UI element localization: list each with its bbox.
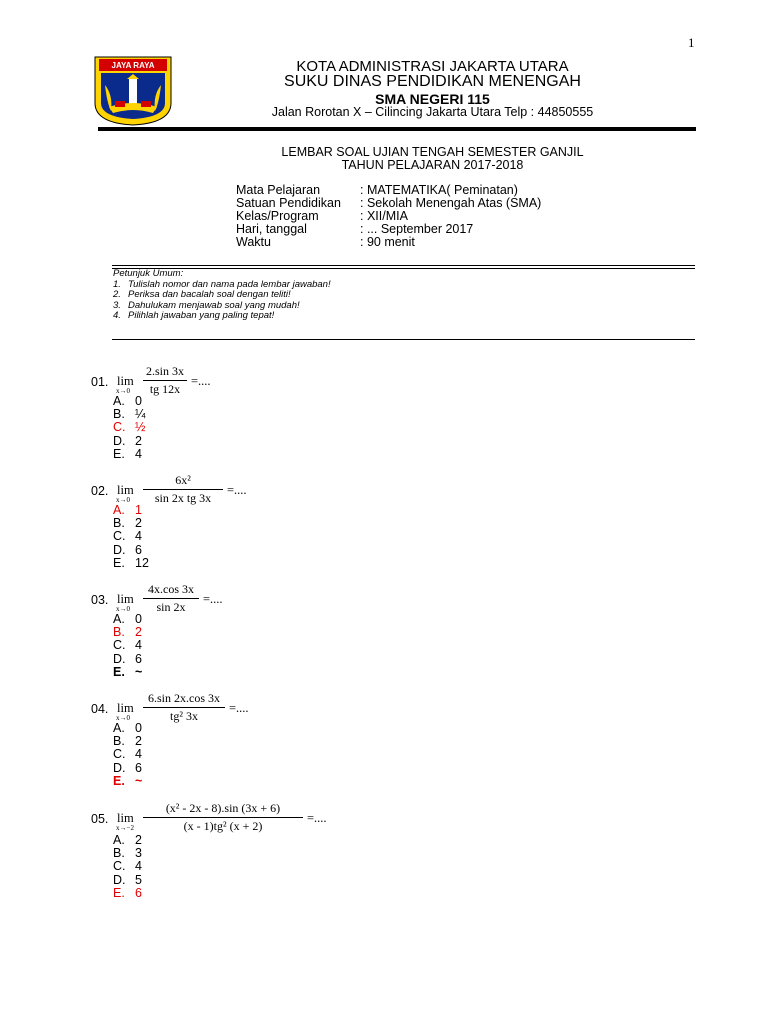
option-letter: B. [113, 625, 125, 640]
option-letter: C. [113, 638, 126, 653]
option-value: 4 [135, 747, 142, 762]
option-letter: C. [113, 529, 126, 544]
answer-option [113, 666, 142, 679]
option-letter: E. [113, 773, 125, 788]
option-value: 6 [135, 651, 142, 666]
option-letter: B. [113, 516, 125, 531]
answer-option [113, 557, 149, 570]
option-letter: A. [113, 833, 125, 847]
answer-option [113, 639, 142, 652]
question-number: 02. [91, 484, 109, 498]
option-letter: A. [113, 721, 125, 735]
instruction-text: Tulislah nomor dan nama pada lembar jawaban! [128, 278, 331, 290]
option-letter: D. [113, 872, 126, 887]
header-agency: SUKU DINAS PENDIDIKAN MENENGAH [284, 73, 581, 90]
question-number: 04. [91, 702, 109, 716]
answer-options [113, 504, 149, 570]
limit-subscript: x→0 [116, 496, 130, 504]
option-value: 0 [135, 612, 142, 626]
instruction-item [113, 290, 331, 301]
answer-option [113, 887, 142, 900]
option-value: 2 [135, 625, 142, 640]
option-letter: A. [113, 612, 125, 626]
option-value: 5 [135, 872, 142, 887]
answer-option [113, 435, 145, 448]
answer-option [113, 775, 142, 788]
header-city: KOTA ADMINISTRASI JAKARTA UTARA [296, 58, 569, 75]
answer-option [113, 421, 145, 434]
limit-symbol: lim [117, 701, 134, 715]
limit-symbol: lim [117, 811, 134, 825]
instruction-item [113, 311, 331, 322]
option-letter: B. [113, 407, 125, 422]
fraction-denominator: tg 12x [149, 382, 181, 396]
instructions-heading: Petunjuk Umum: [113, 268, 184, 279]
fraction-denominator: sin 2x tg 3x [154, 491, 212, 505]
general-instructions [113, 269, 331, 322]
info-row [236, 236, 541, 249]
question-number: 05. [91, 812, 109, 826]
exam-info [236, 184, 541, 249]
option-value: ¼ [135, 407, 146, 422]
option-letter: E. [113, 664, 125, 679]
answer-options [113, 613, 142, 679]
answer-options [113, 834, 142, 900]
limit-subscript: x→0 [116, 714, 130, 722]
equals-dots: =.... [307, 811, 327, 825]
page-number: 1 [688, 35, 695, 50]
answer-option [113, 653, 142, 666]
info-value: : MATEMATIKA( Peminatan) [360, 183, 518, 197]
fraction-denominator: (x - 1)tg² (x + 2) [183, 819, 263, 833]
question-number: 01. [91, 375, 109, 389]
info-key: Kelas/Program [236, 209, 319, 223]
jaya-raya-logo [93, 55, 173, 127]
option-value: ~ [135, 773, 143, 788]
answer-option [113, 544, 149, 557]
fraction-bar [143, 598, 199, 599]
exam-year: TAHUN PELAJARAN 2017-2018 [341, 158, 524, 172]
option-letter: E. [113, 446, 125, 461]
instructions-top-rule [112, 265, 695, 266]
info-value: : 90 menit [360, 235, 415, 249]
info-key: Waktu [236, 235, 271, 249]
fraction-bar [143, 489, 223, 490]
instruction-number: 4. [113, 310, 121, 321]
option-value: 3 [135, 846, 142, 861]
question-number: 03. [91, 593, 109, 607]
option-letter: E. [113, 885, 125, 900]
option-value: 2 [135, 734, 142, 749]
fraction-numerator: 4x.cos 3x [148, 582, 194, 596]
option-value: 2 [135, 516, 142, 531]
instruction-text: Periksa dan bacalah soal dengan teliti! [128, 289, 291, 300]
option-letter: C. [113, 859, 126, 874]
limit-subscript: x→0 [116, 387, 130, 395]
info-key: Satuan Pendidikan [236, 196, 341, 210]
option-value: 12 [135, 555, 149, 570]
instructions-bottom-rule [112, 339, 695, 340]
option-value: ~ [135, 664, 143, 679]
instruction-number: 1. [113, 278, 121, 290]
logo-text: JAYA RAYA [111, 61, 155, 70]
option-letter: E. [113, 555, 125, 570]
option-value: 4 [135, 638, 142, 653]
option-value: 1 [135, 503, 142, 517]
option-letter: A. [113, 394, 125, 408]
fraction-bar [143, 817, 303, 818]
answer-option [113, 448, 145, 461]
fraction-bar [143, 380, 187, 381]
info-value: : XII/MIA [360, 209, 408, 223]
option-letter: B. [113, 846, 125, 861]
fraction-bar [143, 707, 225, 708]
option-value: 6 [135, 542, 142, 557]
info-key: Hari, tanggal [236, 222, 307, 236]
exam-title: LEMBAR SOAL UJIAN TENGAH SEMESTER GANJIL [281, 145, 584, 159]
option-letter: D. [113, 542, 126, 557]
fraction-numerator: (x² - 2x - 8).sin (3x + 6) [165, 801, 281, 815]
option-value: ½ [135, 420, 146, 435]
equals-dots: =.... [191, 374, 211, 388]
option-value: 2 [135, 433, 142, 448]
instruction-text: Pilihlah jawaban yang paling tepat! [128, 310, 275, 321]
info-key: Mata Pelajaran [236, 183, 321, 197]
fraction-denominator: sin 2x [156, 600, 186, 614]
option-letter: A. [113, 503, 125, 517]
header-divider [98, 127, 696, 131]
limit-subscript: x→−2 [116, 824, 134, 832]
option-value: 0 [135, 721, 142, 735]
limit-symbol: lim [117, 483, 134, 497]
option-letter: B. [113, 734, 125, 749]
fraction-numerator: 6.sin 2x.cos 3x [148, 691, 220, 705]
answer-options [113, 722, 142, 788]
answer-option [113, 530, 149, 543]
equals-dots: =.... [203, 592, 223, 606]
option-letter: D. [113, 760, 126, 775]
option-value: 4 [135, 446, 142, 461]
option-value: 6 [135, 885, 142, 900]
answer-option [113, 748, 142, 761]
fraction-numerator: 6x² [175, 473, 191, 487]
option-value: 4 [135, 529, 142, 544]
equals-dots: =.... [229, 701, 249, 715]
info-value: : Sekolah Menengah Atas (SMA) [360, 196, 542, 210]
equals-dots: =.... [227, 483, 247, 497]
option-value: 0 [135, 394, 142, 408]
header-address: Jalan Rorotan X – Cilincing Jakarta Utara Telp : 44850555 [271, 105, 594, 119]
answer-option [113, 762, 142, 775]
instruction-number: 2. [113, 289, 121, 300]
option-letter: C. [113, 747, 126, 762]
option-letter: C. [113, 420, 126, 435]
limit-symbol: lim [117, 374, 134, 388]
option-value: 4 [135, 859, 142, 874]
answer-option [113, 874, 142, 887]
option-value: 2 [135, 833, 142, 847]
answer-option [113, 860, 142, 873]
instruction-text: Dahulukam menjawab soal yang mudah! [128, 299, 300, 311]
fraction-denominator: tg² 3x [170, 709, 198, 723]
option-letter: D. [113, 651, 126, 666]
header-school: SMA NEGERI 115 [375, 91, 490, 107]
fraction-numerator: 2.sin 3x [145, 364, 184, 378]
answer-options [113, 395, 145, 461]
limit-subscript: x→0 [116, 605, 130, 613]
option-value: 6 [135, 760, 142, 775]
instruction-number: 3. [113, 299, 121, 311]
limit-symbol: lim [117, 592, 134, 606]
option-letter: D. [113, 433, 126, 448]
info-value: : ... September 2017 [360, 222, 474, 236]
